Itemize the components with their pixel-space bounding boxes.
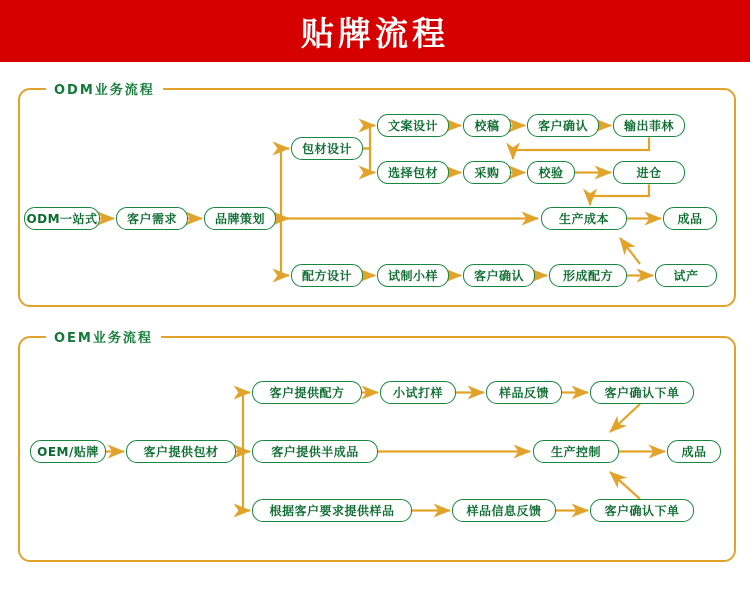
node-oem-control[interactable]: 生产控制 <box>533 440 619 463</box>
node-oem-formula[interactable]: 客户提供配方 <box>252 381 362 404</box>
node-odm-cost[interactable]: 生产成本 <box>541 207 627 230</box>
node-odm-sample[interactable]: 试制小样 <box>377 264 449 287</box>
node-odm-proof[interactable]: 校稿 <box>463 114 511 137</box>
node-oem-info[interactable]: 样品信息反馈 <box>452 499 556 522</box>
node-oem-feedback[interactable]: 样品反馈 <box>486 381 562 404</box>
page-title: 贴牌流程 <box>301 13 449 53</box>
node-odm-select[interactable]: 选择包材 <box>377 161 449 184</box>
node-oem-material[interactable]: 客户提供包材 <box>126 440 236 463</box>
node-odm-confirm[interactable]: 客户确认 <box>527 114 599 137</box>
node-odm-conf2[interactable]: 客户确认 <box>463 264 535 287</box>
node-odm-form2[interactable]: 形成配方 <box>549 264 627 287</box>
title-banner <box>0 0 750 62</box>
node-oem-order2[interactable]: 客户确认下单 <box>590 499 694 522</box>
node-oem-order1[interactable]: 客户确认下单 <box>590 381 694 404</box>
node-odm-start[interactable]: ODM一站式 <box>24 207 100 230</box>
node-odm-film[interactable]: 输出菲林 <box>613 114 685 137</box>
node-odm-copy[interactable]: 文案设计 <box>377 114 449 137</box>
node-odm-product[interactable]: 成品 <box>663 207 717 230</box>
node-odm-brand[interactable]: 品牌策划 <box>204 207 276 230</box>
node-oem-require[interactable]: 根据客户要求提供样品 <box>252 499 412 522</box>
node-odm-check[interactable]: 校验 <box>527 161 575 184</box>
node-oem-start[interactable]: OEM/贴牌 <box>30 440 106 463</box>
node-oem-small[interactable]: 小试打样 <box>380 381 456 404</box>
node-odm-formula[interactable]: 配方设计 <box>291 264 363 287</box>
panel-odm-legend: ODM业务流程 <box>46 79 163 98</box>
node-odm-trial[interactable]: 试产 <box>655 264 717 287</box>
node-odm-need[interactable]: 客户需求 <box>116 207 188 230</box>
node-odm-pack[interactable]: 包材设计 <box>291 137 363 160</box>
panel-oem-legend: OEM业务流程 <box>46 327 161 346</box>
node-oem-product[interactable]: 成品 <box>667 440 721 463</box>
node-odm-buy[interactable]: 采购 <box>463 161 511 184</box>
node-oem-semi[interactable]: 客户提供半成品 <box>252 440 378 463</box>
node-odm-store[interactable]: 进仓 <box>613 161 685 184</box>
